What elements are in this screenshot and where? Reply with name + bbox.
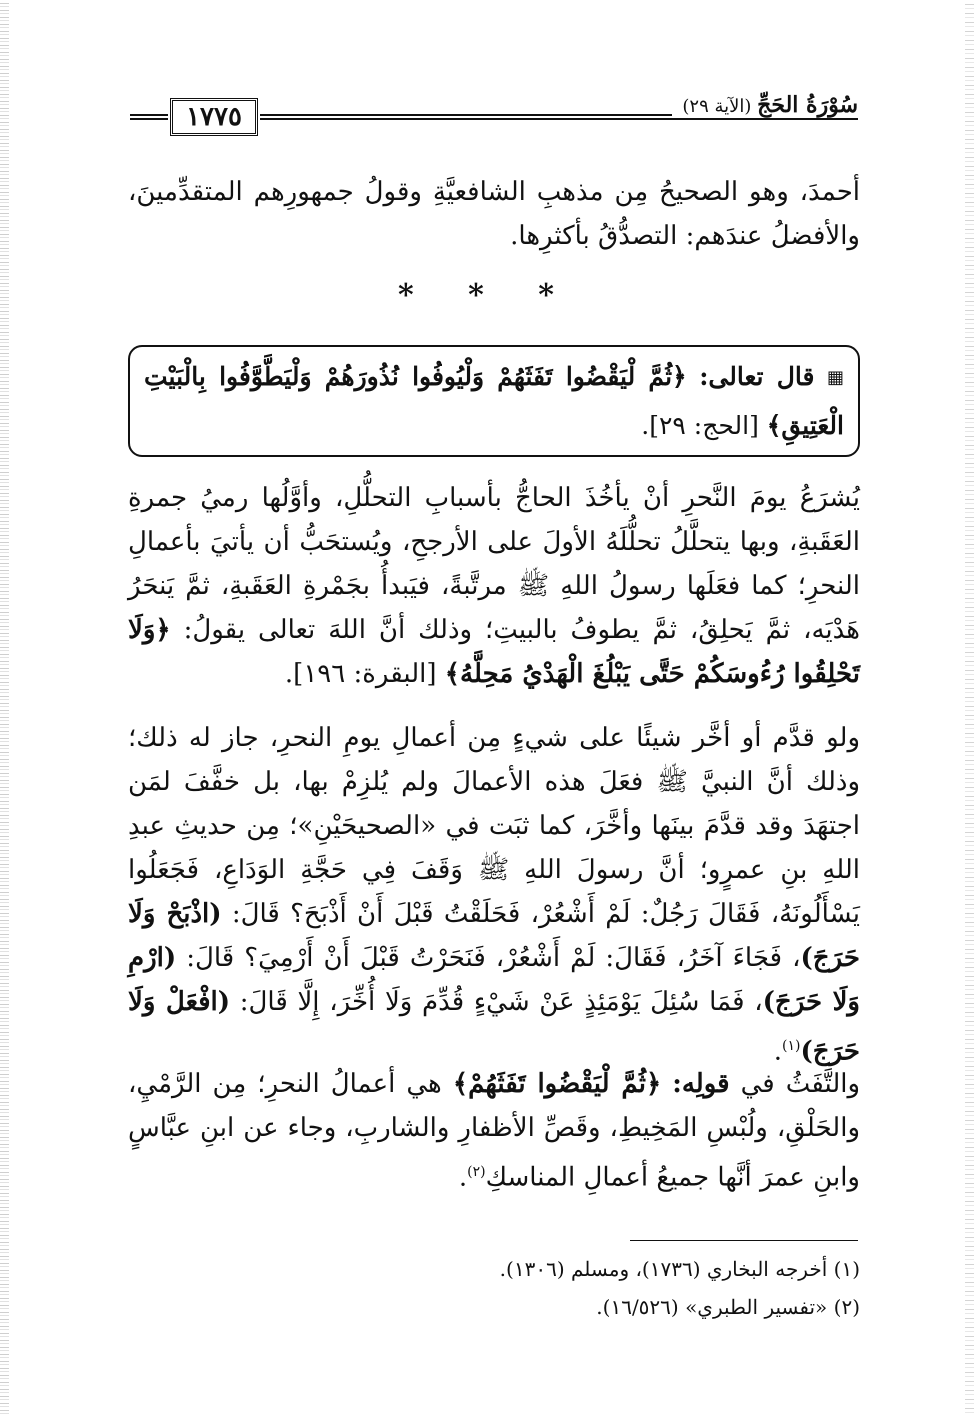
verse-lead: قال تعالى: bbox=[699, 362, 815, 391]
header-rule-left bbox=[130, 114, 168, 120]
verse-ayah: ﴿ثُمَّ لْيَقْضُوا تَفَثَهُمْ وَلْيُوفُوا نُذُورَهُمْ وَلْيَطَّوَّفُوا بِالْبَيْتِ الْعَتِيقِ﴾ bbox=[144, 362, 844, 440]
verse-text bbox=[144, 353, 844, 450]
surah-title bbox=[672, 92, 858, 118]
hadith-answer-1: (اذْبَحْ وَلَا حَرَجَ) bbox=[128, 899, 860, 973]
quran-citation: [البقرة: ١٩٦]. bbox=[284, 659, 437, 689]
paragraph-3 bbox=[128, 1062, 860, 1200]
footnote-mark-2: (٢) bbox=[467, 1164, 486, 1180]
footnote-2: (٢) «تفسير الطبري» (١٦/٥٢٦). bbox=[596, 1295, 860, 1319]
hadith-answer-3: (افْعَلْ وَلَا حَرَجَ) bbox=[128, 987, 860, 1067]
page-number: ١٧٧٥ bbox=[170, 98, 258, 136]
surah-name: سُوْرَةُ الحَجِّ bbox=[757, 92, 858, 118]
quran-quote: ﴿وَلَا تَحْلِقُوا رُءُوسَكُمْ حَتَّى يَبْلُغَ الْهَدْيُ مَحِلَّهُ﴾ bbox=[128, 615, 860, 689]
footnote-divider bbox=[630, 1240, 858, 1241]
paragraph-3-quote: ﴿ثُمَّ لْيَقْضُوا تَفَثَهُمْ﴾ bbox=[452, 1069, 662, 1099]
paragraph-3-qawluh: قولِه: bbox=[672, 1069, 730, 1099]
paragraph-1-text: يُشرَعُ يومَ النَّحرِ أنْ يأخُذَ الحاجُّ بأسبابِ التحلُّلِ، وأوَّلُها رميُ جمرةِ العَقَبةِ، وبها يتحلَّلُ تحلُّلَهُ الأولَ على الأرجحِ، ويُستحَبُّ أن يأتيَ بأعمالِ النحرِ؛ كما فعَلَها رسولُ اللهِ ﷺ مرتَّبةً، فيَبدأُ بجَمْرةِ العَقَبةِ، ثمَّ يَنحَرُ هَدْيَه، ثمَّ يَحلِقُ، ثمَّ يطوفُ بالبيتِ؛ وذلك أنَّ اللهَ تعالى يقولُ: bbox=[128, 483, 860, 645]
paragraph-3-end: . bbox=[458, 1162, 468, 1193]
paragraph-2-end: . bbox=[773, 1036, 783, 1067]
paragraph-2-text: ولو قدَّم أو أخَّر شيئًا على شيءٍ مِن أعمالِ يومِ النحرِ، جاز له ذلك؛ وذلك أنَّ النبيَّ ﷺ فعَلَ هذه الأعمالَ ولم يُلزِمْ بها، بل خفَّفَ لمَن اجتهَدَ وقد قدَّمَ بينَها وأخَّرَ، كما ثبَت في «الصحيحَيْنِ»؛ مِن حديثِ عبدِ اللهِ بنِ عمرٍو؛ أنَّ رسولَ اللهِ ﷺ وَقَفَ فِي حَجَّةِ الوَدَاعِ، فَجَعَلُوا يَسْأَلُونَهُ، فَقَالَ رَجُلٌ: لَمْ أَشْعُرْ، فَحَلَقْتُ قَبْلَ أَنْ أَذْبَحَ؟ قَالَ: bbox=[128, 723, 860, 929]
intro-line-2: والأفضلُ عندَهم: التصدُّقُ بأكثرِها. bbox=[510, 221, 860, 251]
paragraph-1 bbox=[128, 476, 860, 696]
paragraph-2-mid-2: ، فَمَا سُئِلَ يَوْمَئِذٍ عَنْ شَيْءٍ قُدِّمَ وَلَا أُخِّرَ، إِلَّا قَالَ: bbox=[239, 987, 763, 1017]
verse-reference: (الآية ٢٩) bbox=[682, 96, 752, 117]
page-header bbox=[130, 92, 858, 142]
verse-box bbox=[128, 345, 860, 457]
scan-edge-left bbox=[0, 0, 9, 1417]
verse-citation: [الحج: ٢٩]. bbox=[641, 411, 759, 440]
paragraph-2-mid-1: ، فَجَاءَ آخَرُ، فَقَالَ: لَمْ أَشْعُرْ، فَنَحَرْتُ قَبْلَ أَنْ أَرْمِيَ؟ قَالَ: bbox=[186, 943, 801, 973]
section-separator: * * * bbox=[398, 278, 576, 313]
intro-line-1: أحمدَ، وهو الصحيحُ مِن مذهبِ الشافعيَّةِ وقولُ جمهورِهم المتقدِّمينَ، bbox=[128, 177, 860, 207]
intro-paragraph bbox=[128, 170, 860, 258]
footnote-1: (١) أخرجه البخاري (١٧٣٦)، ومسلم (١٣٠٦). bbox=[499, 1257, 860, 1281]
hadith-answer-2: (ارْمِ وَلَا حَرَجَ) bbox=[128, 943, 860, 1017]
verse-marker-icon: ▦ bbox=[826, 367, 844, 388]
scan-edge-right bbox=[965, 0, 974, 1417]
paragraph-3-text: هي أعمالُ النحرِ؛ مِن الرَّمْيِ، والحَلْقِ، ولُبْسِ المَخِيطِ، وقَصِّ الأظفارِ والشاربِ، وجاء عن ابنِ عبَّاسٍ وابنِ عمرَ أنَّها جميعُ أعمالِ المناسكِ bbox=[128, 1069, 860, 1193]
paragraph-2 bbox=[128, 716, 860, 1074]
footnotes bbox=[128, 1250, 860, 1326]
footnote-mark-1: (١) bbox=[782, 1038, 801, 1054]
paragraph-3-start: والتَّفَثُ في bbox=[740, 1069, 861, 1099]
